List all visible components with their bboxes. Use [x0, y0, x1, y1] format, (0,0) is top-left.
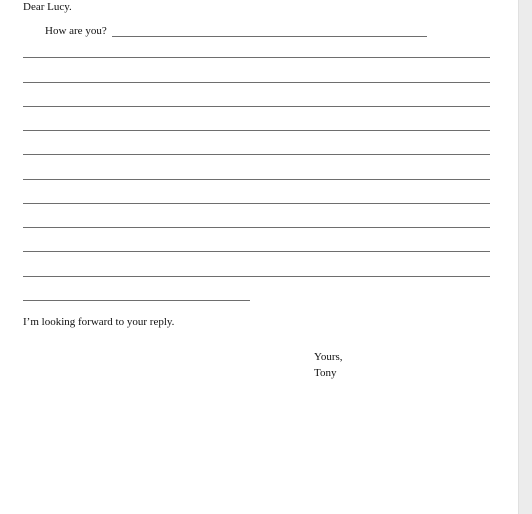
answer-line-10 [23, 251, 490, 252]
scrollbar[interactable] [518, 0, 532, 514]
answer-line-11 [23, 276, 490, 277]
signature: Tony [314, 367, 337, 379]
answer-line-3 [23, 82, 490, 83]
answer-line-2 [23, 57, 490, 58]
answer-line-4 [23, 106, 490, 107]
opening-prompt: How are you? [45, 25, 107, 37]
answer-line-5 [23, 130, 490, 131]
answer-line-6 [23, 154, 490, 155]
closing-line: I’m looking forward to your reply. [23, 316, 175, 328]
answer-line-final [23, 300, 250, 301]
answer-line-7 [23, 179, 490, 180]
answer-line-8 [23, 203, 490, 204]
salutation: Dear Lucy. [23, 1, 72, 13]
answer-line-9 [23, 227, 490, 228]
signoff: Yours, [314, 351, 343, 363]
answer-line-1 [112, 36, 427, 37]
